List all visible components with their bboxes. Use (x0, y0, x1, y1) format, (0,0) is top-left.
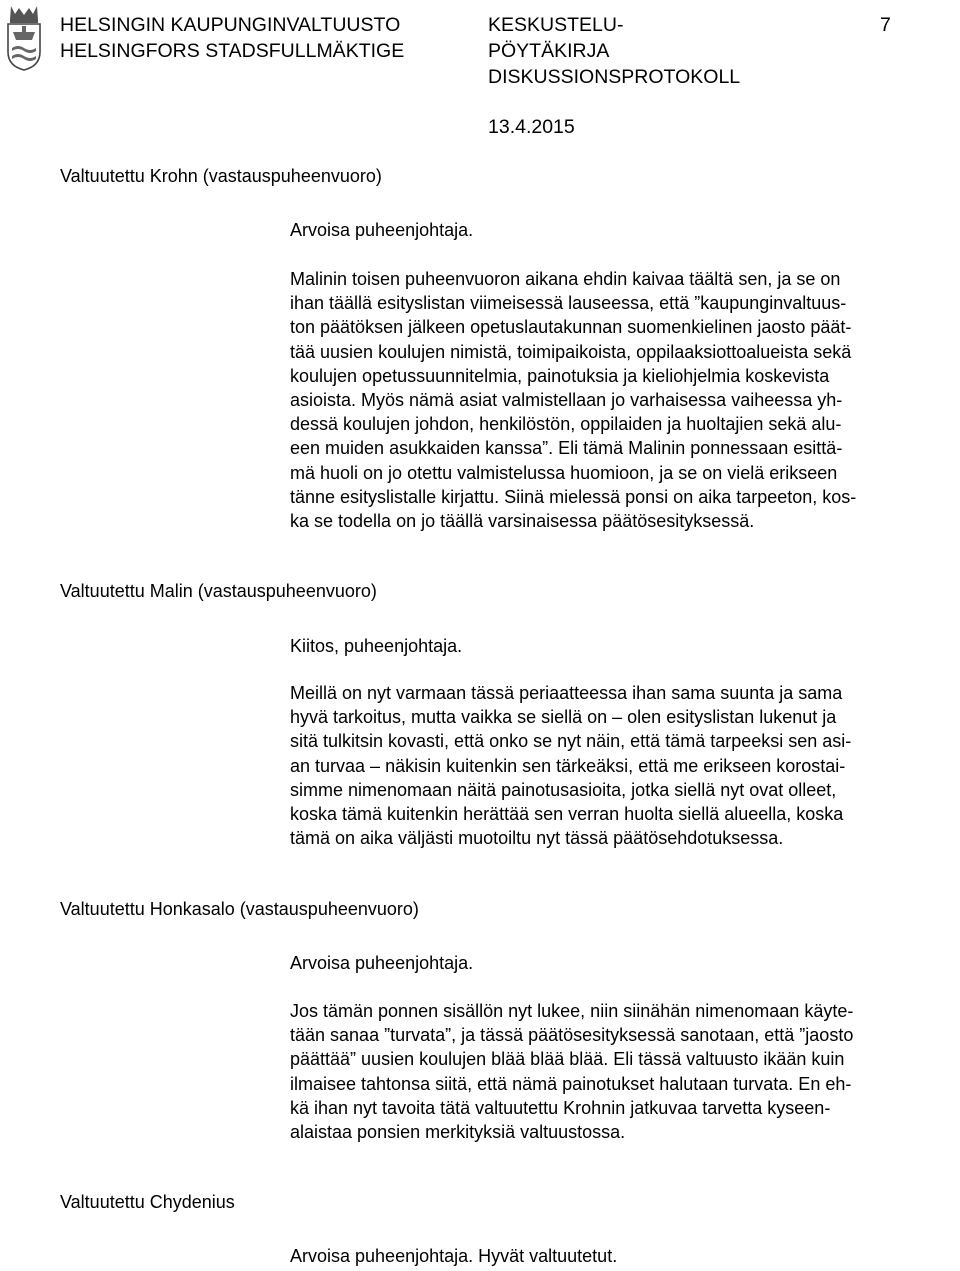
doc-type-finnish: KESKUSTELU- (488, 14, 624, 36)
speech-line: tää uusien koulujen nimistä, toimipaikoista, oppilaaksiottoalueista sekä (290, 341, 852, 362)
speech-line: hyvä tarkoitus, mutta vaikka se siellä on – olen esityslistan lukenut ja (290, 707, 837, 728)
speaker-name: Valtuutettu Krohn (vastauspuheenvuoro) (60, 166, 382, 186)
speech-line: päättää” uusien koulujen blää blää blää. Eli tässä valtuusto ikään kuin (290, 1049, 845, 1070)
speech-line: Malinin toisen puheenvuoron aikana ehdin kaivaa täältä sen, ja se on (290, 269, 841, 289)
speech-greeting: Arvoisa puheenjohtaja. (290, 220, 474, 240)
org-name-swedish: HELSINGFORS STADSFULLMÄKTIGE (60, 40, 405, 62)
speech-line: Meillä on nyt varmaan tässä periaatteessa ihan sama suunta ja sama (290, 683, 843, 703)
meeting-date: 13.4.2015 (488, 116, 575, 138)
speech-line: ihan täällä esityslistan viimeisessä lauseessa, että ”kaupunginvaltuus- (290, 293, 847, 314)
speech-line: asioista. Myös nämä asiat valmistellaan jo varhaisessa vaiheessa yh- (290, 390, 843, 411)
speech-line: simme nimenomaan näitä painotusasioita, jotka siellä nyt ovat olleet, (290, 779, 837, 800)
speech-line: Jos tämän ponnen sisällön nyt lukee, niin siinähän nimenomaan käyte- (290, 1001, 854, 1021)
speech-paragraph (290, 267, 940, 533)
speech-line: koska tämä kuitenkin herättää sen verran huolta siellä alueella, koska (290, 804, 844, 825)
doc-type-finnish-2: PÖYTÄKIRJA (488, 40, 610, 62)
speech-line: dessä koulujen johdon, henkilöstön, oppilaiden ja huoltajien sekä alu- (290, 414, 842, 435)
helsinki-crest-icon (2, 2, 46, 72)
speech-line: tään sanaa ”turvata”, ja tässä päätösesityksessä sanotaan, että ”jaosto (290, 1025, 854, 1046)
speech-line: tämä on aika väljästi muotoiltu nyt tässä päätösehdotuksessa. (290, 828, 784, 849)
speaker-name: Valtuutettu Malin (vastauspuheenvuoro) (60, 581, 377, 601)
speech-line: ton päätöksen jälkeen opetuslautakunnan suomenkielinen jaosto päät- (290, 317, 852, 338)
speech-greeting: Arvoisa puheenjohtaja. Hyvät valtuutetut. (290, 1246, 618, 1266)
speech-line: alaistaa ponsien merkityksiä valtuustossa. (290, 1122, 626, 1143)
speaker-name: Valtuutettu Honkasalo (vastauspuheenvuoro) (60, 899, 419, 919)
speech-line: tänne esityslistalle kirjattu. Siinä mielessä ponsi on aika tarpeeton, kos- (290, 486, 857, 507)
page-number: 7 (880, 14, 891, 36)
speech-line: een muiden asukkaiden kanssa”. Eli tämä Malinin ponnessaan esittä- (290, 438, 843, 459)
org-name-finnish: HELSINGIN KAUPUNGINVALTUUSTO (60, 14, 401, 36)
speech-line: koulujen opetussuunnitelmia, painotuksia ja kieliohjelmia koskevista (290, 365, 830, 386)
speech-line: mä huoli on jo otettu valmistelussa huomioon, ja se on vielä erikseen (290, 462, 838, 483)
speaker-name: Valtuutettu Chydenius (60, 1192, 235, 1212)
speech-greeting: Kiitos, puheenjohtaja. (290, 636, 463, 656)
speech-line: an turvaa – näkisin kuitenkin sen tärkeäksi, että me erikseen korostai- (290, 755, 846, 776)
speech-line: ka se todella on jo täällä varsinaisessa päätösesityksessä. (290, 511, 755, 532)
speech-line: sitä tulkitsin kovasti, että onko se nyt näin, että tämä tarpeeksi sen asi- (290, 731, 852, 752)
doc-type-swedish: DISKUSSIONSPROTOKOLL (488, 66, 741, 88)
speech-line: ilmaisee tahtonsa siitä, että nämä painotukset halutaan turvata. En eh- (290, 1073, 852, 1094)
speech-line: kä ihan nyt tavoita tätä valtuutettu Krohnin jatkuvaa tarvetta kyseen- (290, 1097, 831, 1118)
speech-greeting: Arvoisa puheenjohtaja. (290, 953, 474, 973)
speech-paragraph (290, 999, 940, 1144)
speech-paragraph (290, 681, 940, 850)
